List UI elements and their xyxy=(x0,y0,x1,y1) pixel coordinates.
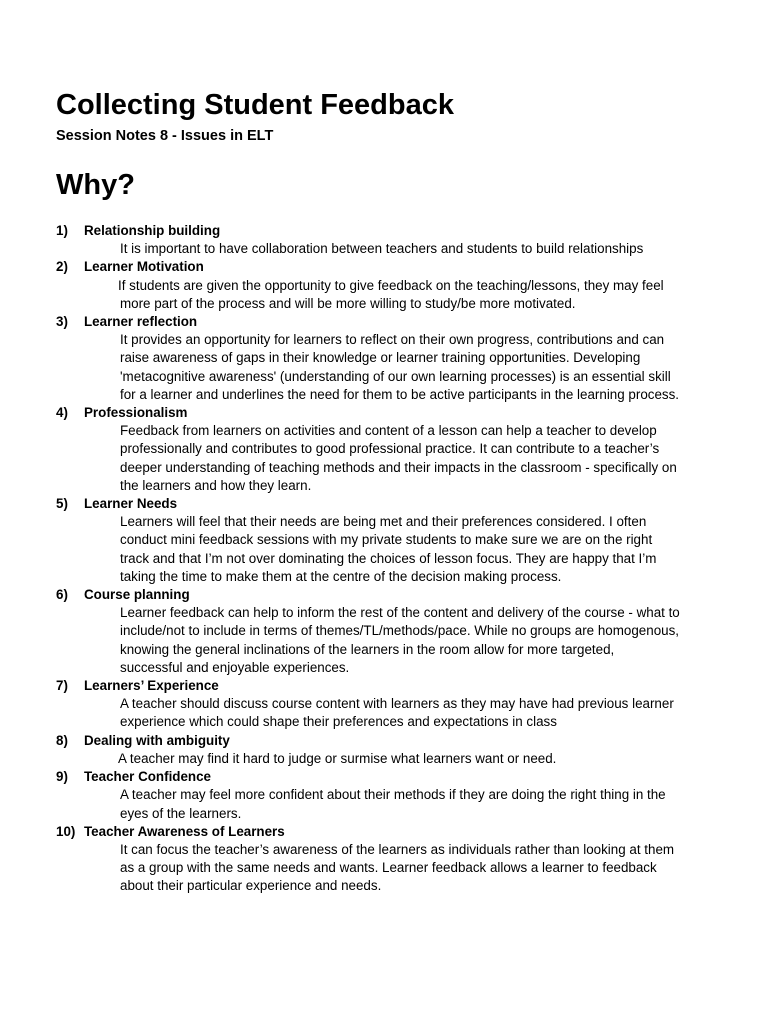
list-item xyxy=(56,495,696,586)
list-item-body: A teacher may find it hard to judge or surmise what learners want or need. xyxy=(118,750,557,766)
page-subtitle: Session Notes 8 - Issues in ELT xyxy=(56,128,274,144)
list-item-body: It can focus the teacher’s awareness of the learners as individuals rather than looking at them as a group with the same needs and wants. Learner feedback allows a learner to feedback about their particular experience and needs. xyxy=(120,841,675,894)
list-item xyxy=(56,768,696,823)
list-item-body: Learner feedback can help to inform the rest of the content and delivery of the course - what to include/not to include in terms of themes/TL/methods/pace. While no groups are homogenous, knowing the general inclinations of the learners in the room allow for more targeted, successful and enjoyable experiences. xyxy=(120,605,680,675)
list-item-number: 2) xyxy=(56,259,68,275)
list-item-title: Teacher Awareness of Learners xyxy=(84,823,285,839)
list-item-title: Learner Motivation xyxy=(84,259,204,275)
list-item-title: Learners’ Experience xyxy=(84,678,219,694)
list-item-number: 4) xyxy=(56,405,68,421)
list-item-title: Course planning xyxy=(84,587,190,603)
list-item-number: 10) xyxy=(56,823,76,839)
list-item-title: Dealing with ambiguity xyxy=(84,732,230,748)
section-heading: Why? xyxy=(56,169,135,201)
list-item-title: Teacher Confidence xyxy=(84,769,211,785)
list-item xyxy=(56,823,696,896)
list-item-body: If students are given the opportunity to give feedback on the teaching/lessons, they may feel more part of the process and will be more willing to study/be more motivated. xyxy=(118,277,664,311)
list-item-number: 1) xyxy=(56,223,68,238)
list-item-number: 5) xyxy=(56,496,68,512)
list-item-number: 7) xyxy=(56,678,68,694)
reasons-list xyxy=(56,222,696,896)
list-item xyxy=(56,732,696,768)
list-item xyxy=(56,313,696,404)
list-item-body: It is important to have collaboration between teachers and students to build relationships xyxy=(120,241,644,257)
list-item-number: 6) xyxy=(56,587,68,603)
list-item xyxy=(56,404,696,495)
list-item-number: 8) xyxy=(56,732,68,748)
list-item-number: 3) xyxy=(56,314,68,330)
list-item xyxy=(56,258,696,313)
list-item-body: A teacher may feel more confident about their methods if they are doing the right thing in the eyes of the learners. xyxy=(120,787,666,821)
list-item-title: Learner Needs xyxy=(84,496,178,512)
list-item-title: Professionalism xyxy=(84,405,188,421)
list-item-body: Learners will feel that their needs are being met and their preferences considered. I often conduct mini feedback sessions with my private students to make sure we are on the right track and that I’m not over dominating the choices of lesson focus. They are happy that I’m taking the time to make them at the centre of the decision making process. xyxy=(120,514,657,584)
list-item-body: A teacher should discuss course content with learners as they may have had previous learner experience which could shape their preferences and expectations in class xyxy=(120,696,674,730)
list-item xyxy=(56,586,696,677)
list-item-body: Feedback from learners on activities and content of a lesson can help a teacher to develop professionally and contributes to good professional practice. It can contribute to a teacher’s deeper understanding of teaching methods and their impacts in the classroom - specifically on the learners and how they learn. xyxy=(120,423,677,493)
list-item xyxy=(56,677,696,732)
list-item-body: It provides an opportunity for learners to reflect on their own progress, contributions and can raise awareness of gaps in their knowledge or learner training opportunities. Developing 'metacognitive awareness' (understanding of our own learning processes) is an essential skill for a learner and underlines the need for them to be active participants in the learning process. xyxy=(120,332,680,402)
list-item xyxy=(56,222,696,258)
page-title: Collecting Student Feedback xyxy=(56,89,454,121)
list-item-title: Relationship building xyxy=(84,223,221,238)
list-item-title: Learner reflection xyxy=(84,314,198,330)
list-item-number: 9) xyxy=(56,769,68,785)
